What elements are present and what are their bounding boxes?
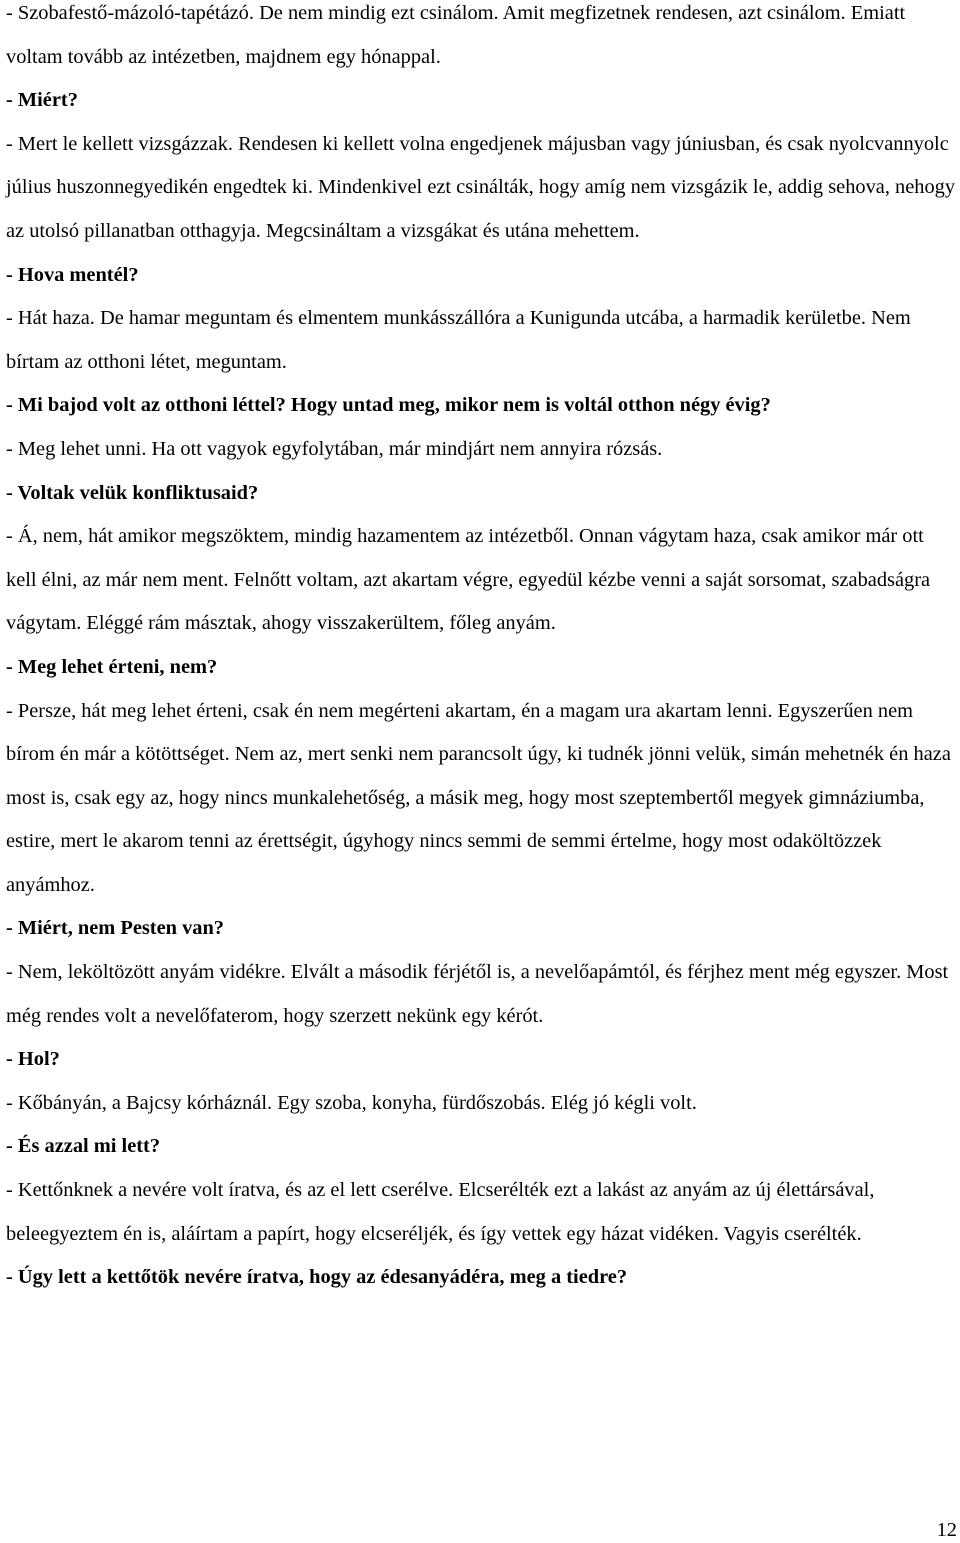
paragraph-question: - Mi bajod volt az otthoni léttel? Hogy untad meg, mikor nem is voltál otthon négy évig? <box>6 394 771 417</box>
paragraph-answer: - Meg lehet unni. Ha ott vagyok egyfolytában, már mindjárt nem annyira rózsás. <box>6 437 663 460</box>
paragraph-question: - És azzal mi lett? <box>6 1135 161 1158</box>
document-body <box>6 0 956 1300</box>
paragraph-question: - Voltak velük konfliktusaid? <box>6 481 259 504</box>
paragraph-question: - Meg lehet érteni, nem? <box>6 655 218 678</box>
paragraph-question: - Hol? <box>6 1048 60 1071</box>
paragraph-question: - Miért, nem Pesten van? <box>6 917 225 940</box>
paragraph-answer: - Persze, hát meg lehet érteni, csak én nem megérteni akartam, én a magam ura akartam lenni. Egyszerűen nem bírom én már a kötöttséget. Nem az, mert senki nem parancsolt úgy, ki tudnék jönni velük, simán mehetnék én haza most is, csak egy az, hogy nincs munkalehetőség, a másik meg, hogy most szeptembertől megyek gimnáziumba, estire, mert le akarom tenni az érettségit, úgyhogy nincs semmi de semmi értelme, hogy most odaköltözzek anyámhoz. <box>6 699 951 896</box>
paragraph-answer: - Szobafestő-mázoló-tapétázó. De nem mindig ezt csinálom. Amit megfizetnek rendesen, azt csinálom. Emiatt voltam tovább az intézetben, majdnem egy hónappal. <box>6 2 906 68</box>
paragraph-question: - Úgy lett a kettőtök nevére íratva, hogy az édesanyádéra, meg a tiedre? <box>6 1266 628 1289</box>
paragraph-question: - Miért? <box>6 89 78 112</box>
paragraph-answer: - Nem, leköltözött anyám vidékre. Elvált a második férjétől is, a nevelőapámtól, és férjhez ment még egyszer. Most még rendes volt a nevelőfaterom, hogy szerzett nekünk egy kérót. <box>6 961 949 1027</box>
paragraph-answer: - Hát haza. De hamar meguntam és elmentem munkásszállóra a Kunigunda utcába, a harmadik kerületbe. Nem bírtam az otthoni létet, meguntam. <box>6 307 911 373</box>
paragraph-answer: - Mert le kellett vizsgázzak. Rendesen ki kellett volna engedjenek májusban vagy júniusban, és csak nyolcvannyolc július huszonnegyedikén engedtek ki. Mindenkivel ezt csinálták, hogy amíg nem vizsgázik le, addig sehova, nehogy az utolsó pillanatban otthagyja. Megcsináltam a vizsgákat és utána mehettem. <box>6 132 956 242</box>
paragraph-answer: - Kőbányán, a Bajcsy kórháznál. Egy szoba, konyha, fürdőszobás. Elég jó kégli volt. <box>6 1091 697 1114</box>
paragraph-answer: - Á, nem, hát amikor megszöktem, mindig hazamentem az intézetből. Onnan vágytam haza, csak amikor már ott kell élni, az már nem ment. Felnőtt voltam, azt akartam végre, egyedül kézbe venni a saját sorsomat, szabadságra vágytam. Eléggé rám másztak, ahogy visszakerültem, főleg anyám. <box>6 525 931 635</box>
paragraph-question: - Hova mentél? <box>6 263 139 286</box>
page-number: 12 <box>936 1519 957 1541</box>
paragraph-answer: - Kettőnknek a nevére volt íratva, és az el lett cserélve. Elcserélték ezt a lakást az anyám az új élettársával, beleegyeztem én is, aláírtam a papírt, hogy elcseréljék, és így vettek egy házat vidéken. Vagyis cserélték. <box>6 1179 875 1245</box>
